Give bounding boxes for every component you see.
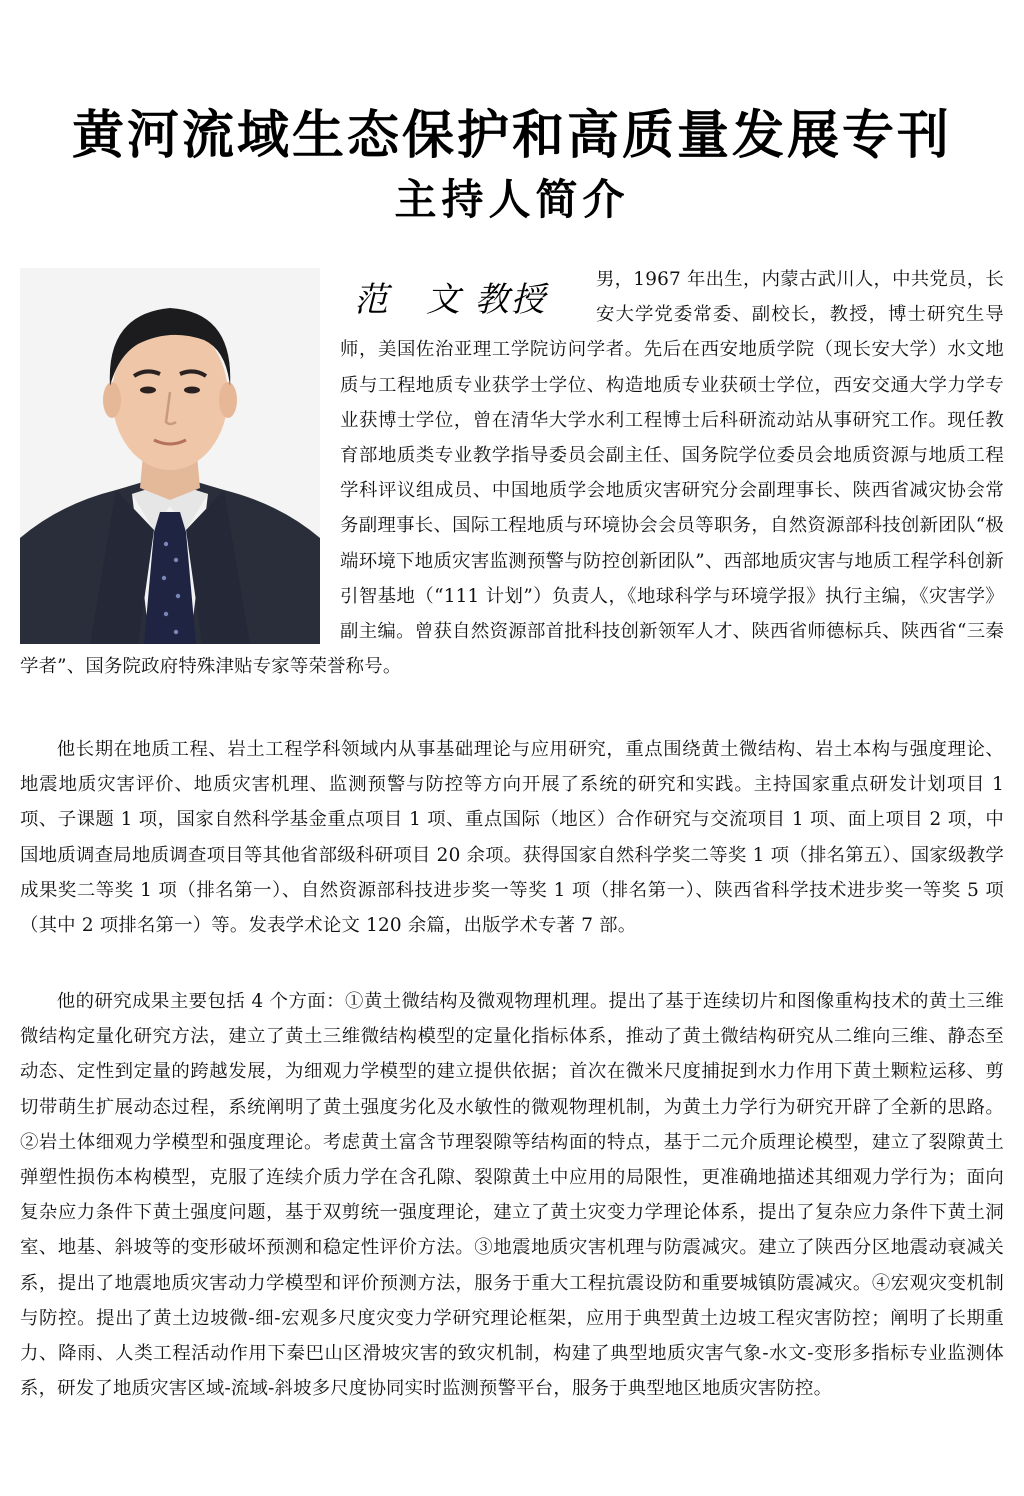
bio-paragraph-1-text: 男，1967 年出生，内蒙古武川人，中共党员，长安大学党委常委、副校长，教授，博士研究生导师，美国佐治亚理工学院访问学者。先后在西安地质学院（现长安大学）水文地质与工程地质专业获学士学位、构造地质专业获硕士学位，西安交通大学力学专业获博士学位，曾在清华大学水利工程博士后科研流动站从事研究工作。现任教育部地质类专业教学指导委员会副主任、国务院学位委员会地质资源与地质工程学科评议组成员、中国地质学会地质灾害研究分会副理事长、陕西省减灾协会常务副理事长、国际工程地质与环境协会会员等职务，自然资源部科技创新团队“极端环境下地质灾害监测预警与防控创新团队”、西部地质灾害与地质工程学科创新引智基地（“111 计划”）负责人，《地球科学与环境学报》执行主编，《灾害学》副主编。曾获自然资源部首批科技创新领军人才、陕西省师德标兵、陕西省“三秦学者”、国务院政府特殊津贴专家等荣誉称号。 <box>20 269 1004 678</box>
page-title: 黄河流域生态保护和高质量发展专刊 <box>71 106 952 166</box>
bio-paragraph-1 <box>20 262 1004 684</box>
name-float <box>340 262 596 332</box>
bio-paragraph-3: 他的研究成果主要包括 4 个方面：①黄土微结构及微观物理机理。提出了基于连续切片和图像重构技术的黄土三维微结构定量化研究方法，建立了黄土三维微结构模型的定量化指标体系，推动了黄土微结构研究从二维向三维、静态至动态、定性到定量的跨越发展，为细观力学模型的建立提供依据；首次在微米尺度捕捉到水力作用下黄土颗粒运移、剪切带萌生扩展动态过程，系统阐明了黄土强度劣化及水敏性的微观物理机制，为黄土力学行为研究开辟了全新的思路。②岩土体细观力学模型和强度理论。考虑黄土富含节理裂隙等结构面的特点，基于二元介质理论模型，建立了裂隙黄土弹塑性损伤本构模型，克服了连续介质力学在含孔隙、裂隙黄土中应用的局限性，更准确地描述其细观力学行为；面向复杂应力条件下黄土强度问题，基于双剪统一强度理论，建立了黄土灾变力学理论体系，提出了复杂应力条件下黄土洞室、地基、斜坡等的变形破坏预测和稳定性评价方法。③地震地质灾害机理与防震减灾。建立了陕西分区地震动衰减关系，提出了地震地质灾害动力学模型和评价预测方法，服务于重大工程抗震设防和重要城镇防震减灾。④宏观灾变机制与防控。提出了黄土边坡微-细-宏观多尺度灾变力学研究理论框架，应用于典型黄土边坡工程灾害防控；阐明了长期重力、降雨、人类工程活动作用下秦巴山区滑坡灾害的致灾机制，构建了典型地质灾害气象-水文-变形多指标专业监测体系，研发了地质灾害区域-流域-斜坡多尺度协同实时监测预警平台，服务于典型地区地质灾害防控。 <box>20 991 1004 1400</box>
page-subtitle: 主持人简介 <box>394 175 630 224</box>
bio-paragraph-2: 他长期在地质工程、岩土工程学科领域内从事基础理论与应用研究，重点围绕黄土微结构、岩土本构与强度理论、地震地质灾害评价、地质灾害机理、监测预警与防控等方向开展了系统的研究和实践。主持国家重点研发计划项目 1 项、子课题 1 项，国家自然科学基金重点项目 1 项、重点国际（地区）合作研究与交流项目 1 项、面上项目 2 项，中国地质调查局地质调查项目等其他省部级科研项目 20 余项。获得国家自然科学奖二等奖 1 项（排名第五）、国家级教学成果奖二等奖 1 项（排名第一）、自然资源部科技进步奖一等奖 1 项（排名第一）、陕西省科学技术进步奖一等奖 5 项（其中 2 项排名第一）等。发表学术论文 120 余篇，出版学术专著 7 部。 <box>20 739 1004 937</box>
host-name: 范 文 教授 <box>354 280 547 320</box>
photo-float <box>20 262 340 646</box>
